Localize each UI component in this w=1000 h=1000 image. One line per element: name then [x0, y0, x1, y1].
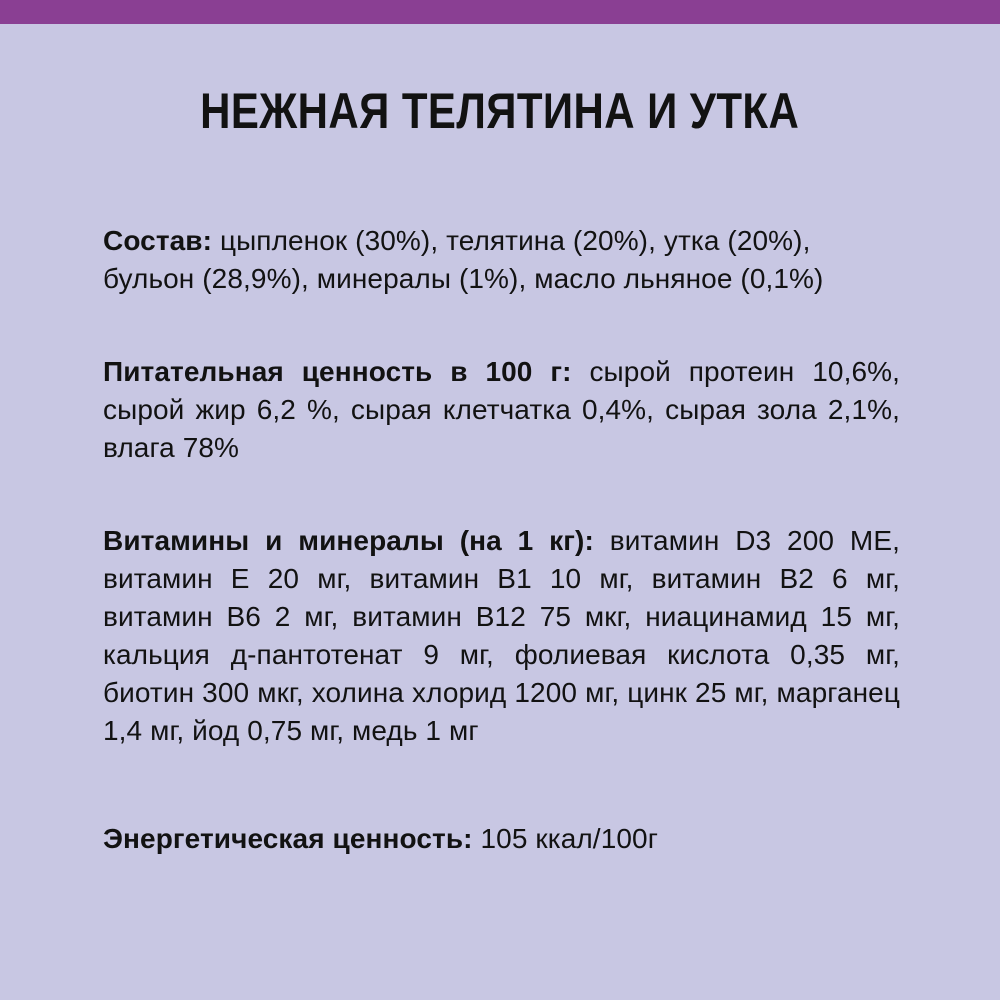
page-title-text: НЕЖНАЯ ТЕЛЯТИНА И УТКА [200, 83, 800, 139]
nutrition-label: Питательная ценность в 100 г: [103, 356, 572, 387]
nutrition-paragraph [103, 353, 900, 467]
vitamins-label: Витамины и минералы (на 1 кг): [103, 525, 594, 556]
vitamins-paragraph [103, 522, 900, 750]
energy-paragraph [103, 820, 900, 858]
energy-label: Энергетическая ценность: [103, 823, 473, 854]
label-content [0, 222, 1000, 858]
composition-text: цыпленок (30%), телятина (20%), утка (20%), бульон (28,9%), минералы (1%), масло льняное (0,1%) [103, 225, 824, 294]
composition-label: Состав: [103, 225, 213, 256]
top-accent-strip [0, 0, 1000, 24]
nutrition-text: сырой протеин 10,6%, сырой жир 6,2 %, сырая клетчатка 0,4%, сырая зола 2,1%, влага 78% [103, 356, 900, 463]
composition-paragraph [103, 222, 900, 298]
page-title [0, 83, 1000, 139]
energy-text: 105 ккал/100г [472, 823, 659, 854]
vitamins-text: витамин D3 200 МЕ, витамин Е 20 мг, витамин В1 10 мг, витамин В2 6 мг, витамин В6 2 мг, витамин В12 75 мкг, ниацинамид 15 мг, кальция д-пантотенат 9 мг, фолиевая кислота 0,35 мг, биотин 300 мкг, холина хлорид 1200 мг, цинк 25 мг, марганец 1,4 мг, йод 0,75 мг, медь 1 мг [103, 525, 900, 746]
